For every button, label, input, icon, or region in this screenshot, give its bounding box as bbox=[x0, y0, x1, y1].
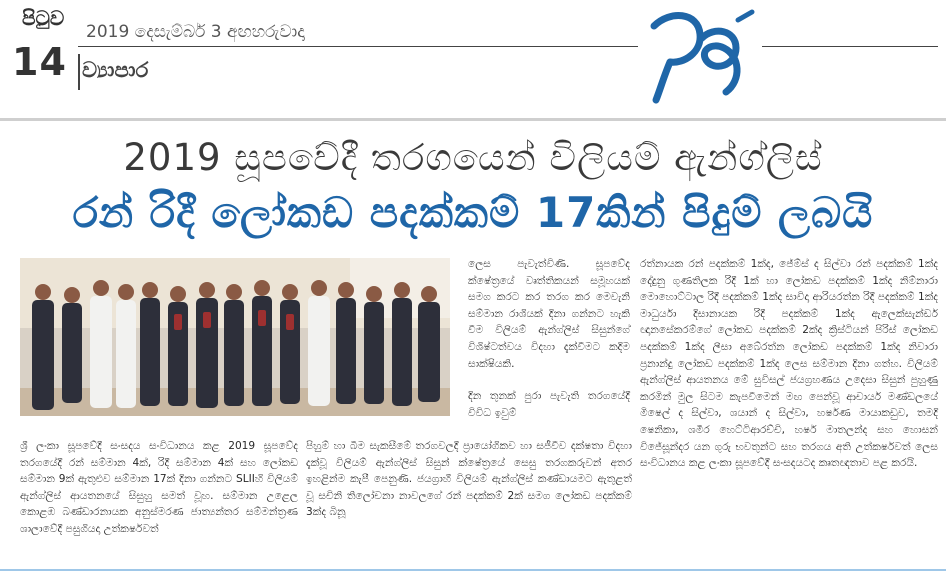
article-column-middle-bottom bbox=[306, 438, 632, 521]
headline-line-1: 2019 සූපවේදී තරගයෙන් විලියම් ඇන්ග්ලිස් bbox=[123, 136, 823, 179]
article-column-left bbox=[20, 438, 298, 538]
group-photo bbox=[20, 258, 450, 416]
article-paragraph: පිහුම් හා බීම සැකසීමේ තරගවලදී ප්‍රායෝගිකව හා සජීවීව දක්ෂතා විදහා දැක්වූ විලියම් ඇන්ග්ලිස් සිසුන් ක්ෂේත්‍රයේ සෙසු තරගකරුවන් අතර ඉහළින්ම කැපී පෙනුණි. ජයග්‍රාහී විලියම් ඇන්ග්ලිස් කණ්ඩායමට ඇතුළත් වූ සචිනි තිලෝචනා නාවලගේ රන් පදක්කම් 2ක් සමග ලෝකඩ පදක්කම් 3ක්ද බිනූ bbox=[306, 440, 632, 519]
issue-date: 2019 දෙසැම්බර් 3 අඟහරුවාදා bbox=[86, 22, 305, 42]
article-column-middle-top bbox=[468, 256, 630, 421]
article-paragraph: රත්නායක රන් පදක්කම් 1ක්ද, ජේම්ස් ද සිල්වා රන් පදක්කම් 1ක්ද දේදුනු ගුණතිලක රිදී 1ක් හා ලෝකඩ පදක්කම් 1ක්ද නිම්නාරා මොහොට්ටාල රිදී පදක්කම් 1ක්ද සාවිදා ආරියරත්න රිදී පදක්කම් 1ක්ද මාධුර්යා දිසානායක රිදී පදක්කම් 1ක්ද ඇලෙක්සැන්ඩර් ඥානසේකරම්ගේ ලෝකඩ පදක්කම් 2ක්ද ක්‍රිස්ටියන් පිරිස් ලෝකඩ පදක්කම් 1ක්ද ලීසා අබේරත්න ලෝකඩ පදක්කම් 1ක්ද නිවාරා ප්‍රනාන්දු ලෝකඩ පදක්කම් 1ක්ද ලෙස සම්මාන දිනා ගත්හ. විලියම් ඇන්ග්ලිස් ආයතනය මේ සුවිසල් ජයග්‍රහණය උදෙසා සිසුන් පුහුණු කරමින් මුල සිටම කැපවීමෙන් මඟ පෙන්වූ ආචාර්ය මණ්ඩලයේ මිෂෙල් ද සිල්වා, ශයාන් ද සිල්වා, හර්ෂණ මායාකඩුව, තමදි ෂෙනිකා, ශමීර හෙට්ටිආරච්චි, හර්ෂ මාතලන්ද සහ හොසන් විජේසූන්දර යන ගුරු භවතුන්ට සහ තරගය අති උත්කර්ෂවත් ලෙස සංවිධානය කළ ලංකා සූපවේදී සංසදයටද කෘතඥතාව පළ කරයි. bbox=[640, 258, 938, 470]
people-group bbox=[32, 280, 440, 410]
section-name: ව්‍යාපාර bbox=[82, 58, 149, 82]
article-column-right bbox=[640, 256, 938, 472]
page-number: 14 bbox=[12, 40, 67, 84]
page-label: පිටුව bbox=[22, 6, 65, 30]
page-bottom-rule bbox=[0, 569, 946, 571]
article-paragraph: ලෙස පැවැත්විණි. සූපවේද ක්ෂේත්‍රයේ වෘත්තිකයන් සමූහයක් සමග කරට කර තරග කර මෙවැනි සම්මාන රාශියක් දිනා ගන්නට හැකි වීම විලියම් ඇන්ග්ලිස් සිසුන්ගේ විශිෂ්ටත්වය විදහා දැක්වීමට කදිම සාක්ෂියකි. bbox=[468, 258, 630, 370]
masthead-separator bbox=[78, 54, 80, 90]
masthead-rule bbox=[78, 46, 638, 47]
newspaper-logo bbox=[640, 8, 762, 108]
header-divider bbox=[0, 118, 946, 121]
headline-line-2: රන් රිදී ලෝකඩ පදක්කම් 17කින් පිදුම් ලබයි bbox=[72, 188, 874, 237]
article-paragraph: ශ්‍රී ලංකා සූපවේදී සංසදය සංවිධානය කළ 2019 සූපවේද තරගයේදී රන් සම්මාන 4ක්, රිදී සම්මාන 4ක් සහ ලෝකඩ සම්මාන 9ක් ඇතුළුව සම්මාන 17ක් දිනා ගන්නට SLIIහි විලියම් ඇන්ග්ලිස් ආයතනයේ සිසුහු සමත් වූහ. සම්මාන උළෙල කොළඹ බණ්ඩාරනායක අනුස්මරණ ජාත්‍යන්තර සම්මන්ත්‍රණ ශාලාවේදී පසුගියදා උත්කර්ෂවත් bbox=[20, 440, 298, 535]
masthead-rule-right bbox=[762, 46, 938, 47]
article-paragraph: දින තුනක් පුරා පැවැති තරගයේදී විවිධ ඉවුම් bbox=[468, 390, 630, 419]
